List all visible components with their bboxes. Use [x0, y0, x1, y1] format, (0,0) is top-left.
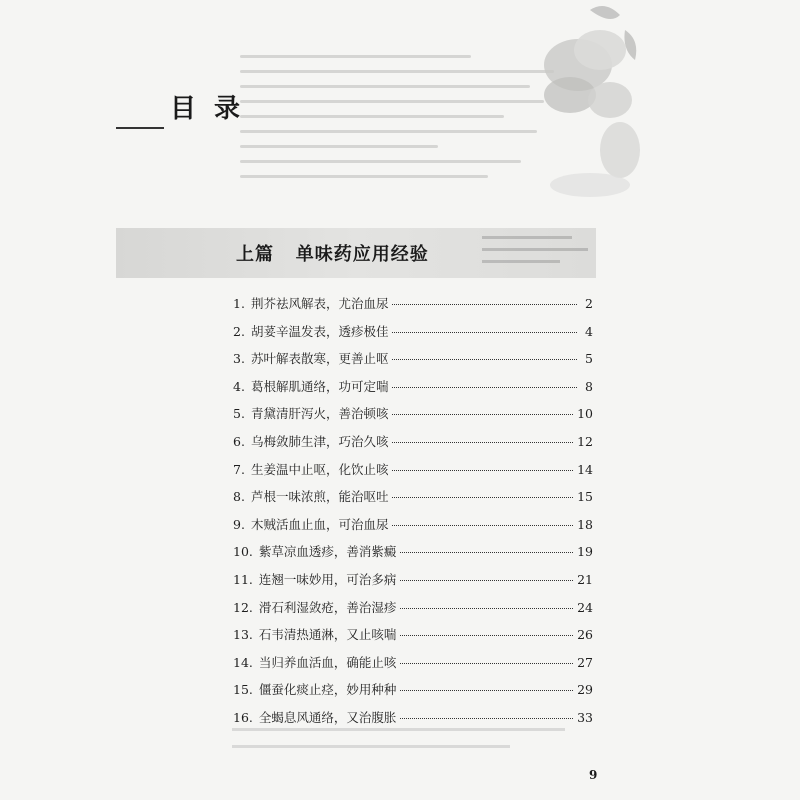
toc-number: 11.	[233, 571, 253, 587]
leader-dots	[400, 690, 573, 691]
toc-text: 芦根一味浓煎，能治呕吐	[250, 489, 389, 505]
leader-dots	[392, 414, 573, 415]
table-of-contents	[233, 294, 593, 736]
toc-text: 连翘一味妙用，可治多病	[258, 571, 397, 587]
leader-dots	[392, 442, 573, 443]
toc-entry[interactable]	[233, 349, 593, 377]
leader-dots	[392, 387, 577, 388]
title-rule	[116, 127, 164, 129]
page-title: 目录	[170, 94, 259, 124]
toc-number: 2.	[233, 323, 245, 339]
leader-dots	[400, 718, 573, 719]
section-title: 上篇 单味药应用经验	[236, 244, 429, 265]
toc-number: 8.	[233, 489, 245, 505]
toc-page: 26	[577, 627, 593, 643]
toc-page: 4	[585, 323, 593, 339]
toc-text: 苏叶解表散寒，更善止呕	[250, 351, 389, 367]
toc-page: 29	[577, 682, 593, 698]
flower-decoration-icon	[530, 0, 640, 200]
toc-text: 荆芥祛风解表，尤治血尿	[250, 296, 389, 311]
toc-text: 胡荽辛温发表，透疹极佳	[250, 323, 389, 339]
toc-text: 生姜温中止呕，化饮止咳	[250, 461, 389, 477]
toc-number: 4.	[233, 378, 245, 394]
leader-dots	[392, 332, 577, 333]
toc-page: 33	[577, 709, 593, 725]
toc-text: 石韦清热通淋，又止咳喘	[258, 627, 397, 643]
toc-number: 3.	[233, 351, 245, 367]
toc-number: 16.	[233, 709, 253, 725]
toc-entry[interactable]	[233, 460, 593, 488]
faint-background-text	[240, 55, 570, 205]
leader-dots	[400, 552, 573, 553]
toc-entry[interactable]	[233, 432, 593, 460]
toc-text: 当归养血活血，确能止咳	[258, 654, 397, 670]
toc-text: 葛根解肌通络，功可定喘	[250, 378, 389, 394]
toc-text: 木贼活血止血，可治血尿	[250, 516, 389, 532]
toc-page: 15	[577, 489, 593, 505]
toc-number: 12.	[233, 599, 253, 615]
toc-page: 14	[577, 461, 593, 477]
toc-page: 18	[577, 516, 593, 532]
toc-entry[interactable]	[233, 487, 593, 515]
faint-bleed-through-text	[232, 728, 602, 768]
leader-dots	[400, 663, 573, 664]
toc-entry[interactable]	[233, 515, 593, 543]
toc-number: 5.	[233, 406, 245, 422]
leader-dots	[392, 304, 577, 305]
toc-entry[interactable]	[233, 653, 593, 681]
toc-number: 13.	[233, 627, 253, 643]
toc-entry[interactable]	[233, 680, 593, 708]
toc-number: 6.	[233, 433, 245, 449]
toc-entry[interactable]	[233, 570, 593, 598]
toc-entry[interactable]	[233, 322, 593, 350]
leader-dots	[400, 635, 573, 636]
toc-text: 全蝎息风通络，又治腹胀	[258, 709, 397, 725]
toc-entry[interactable]	[233, 404, 593, 432]
toc-page: 2	[585, 296, 593, 311]
toc-text: 乌梅敛肺生津，巧治久咳	[250, 433, 389, 449]
toc-entry[interactable]	[233, 625, 593, 653]
toc-entry[interactable]	[233, 542, 593, 570]
band-faint-text	[482, 236, 594, 274]
toc-page: 5	[585, 351, 593, 367]
leader-dots	[392, 470, 573, 471]
page-number: 9	[589, 768, 598, 782]
leader-dots	[392, 497, 573, 498]
toc-page: 10	[577, 406, 593, 422]
toc-number: 9.	[233, 516, 245, 532]
toc-entry[interactable]	[233, 598, 593, 626]
toc-number: 10.	[233, 544, 253, 560]
toc-entry[interactable]	[233, 294, 593, 322]
leader-dots	[392, 359, 577, 360]
leader-dots	[400, 580, 573, 581]
toc-page: 24	[577, 599, 593, 615]
toc-number: 7.	[233, 461, 245, 477]
toc-text: 青黛清肝泻火，善治顿咳	[250, 406, 389, 422]
toc-page: 21	[577, 571, 593, 587]
toc-text: 滑石利湿敛疮，善治湿疹	[258, 599, 397, 615]
toc-text: 紫草凉血透疹，善消紫癜	[258, 544, 397, 560]
leader-dots	[392, 525, 573, 526]
toc-number: 15.	[233, 682, 253, 698]
toc-page: 19	[577, 544, 593, 560]
toc-page: 27	[577, 654, 593, 670]
toc-number: 1.	[233, 296, 245, 311]
toc-number: 14.	[233, 654, 253, 670]
toc-text: 僵蚕化痰止痉，妙用种种	[258, 682, 397, 698]
toc-entry[interactable]	[233, 377, 593, 405]
toc-page: 12	[577, 433, 593, 449]
leader-dots	[400, 608, 573, 609]
toc-page: 8	[585, 378, 593, 394]
